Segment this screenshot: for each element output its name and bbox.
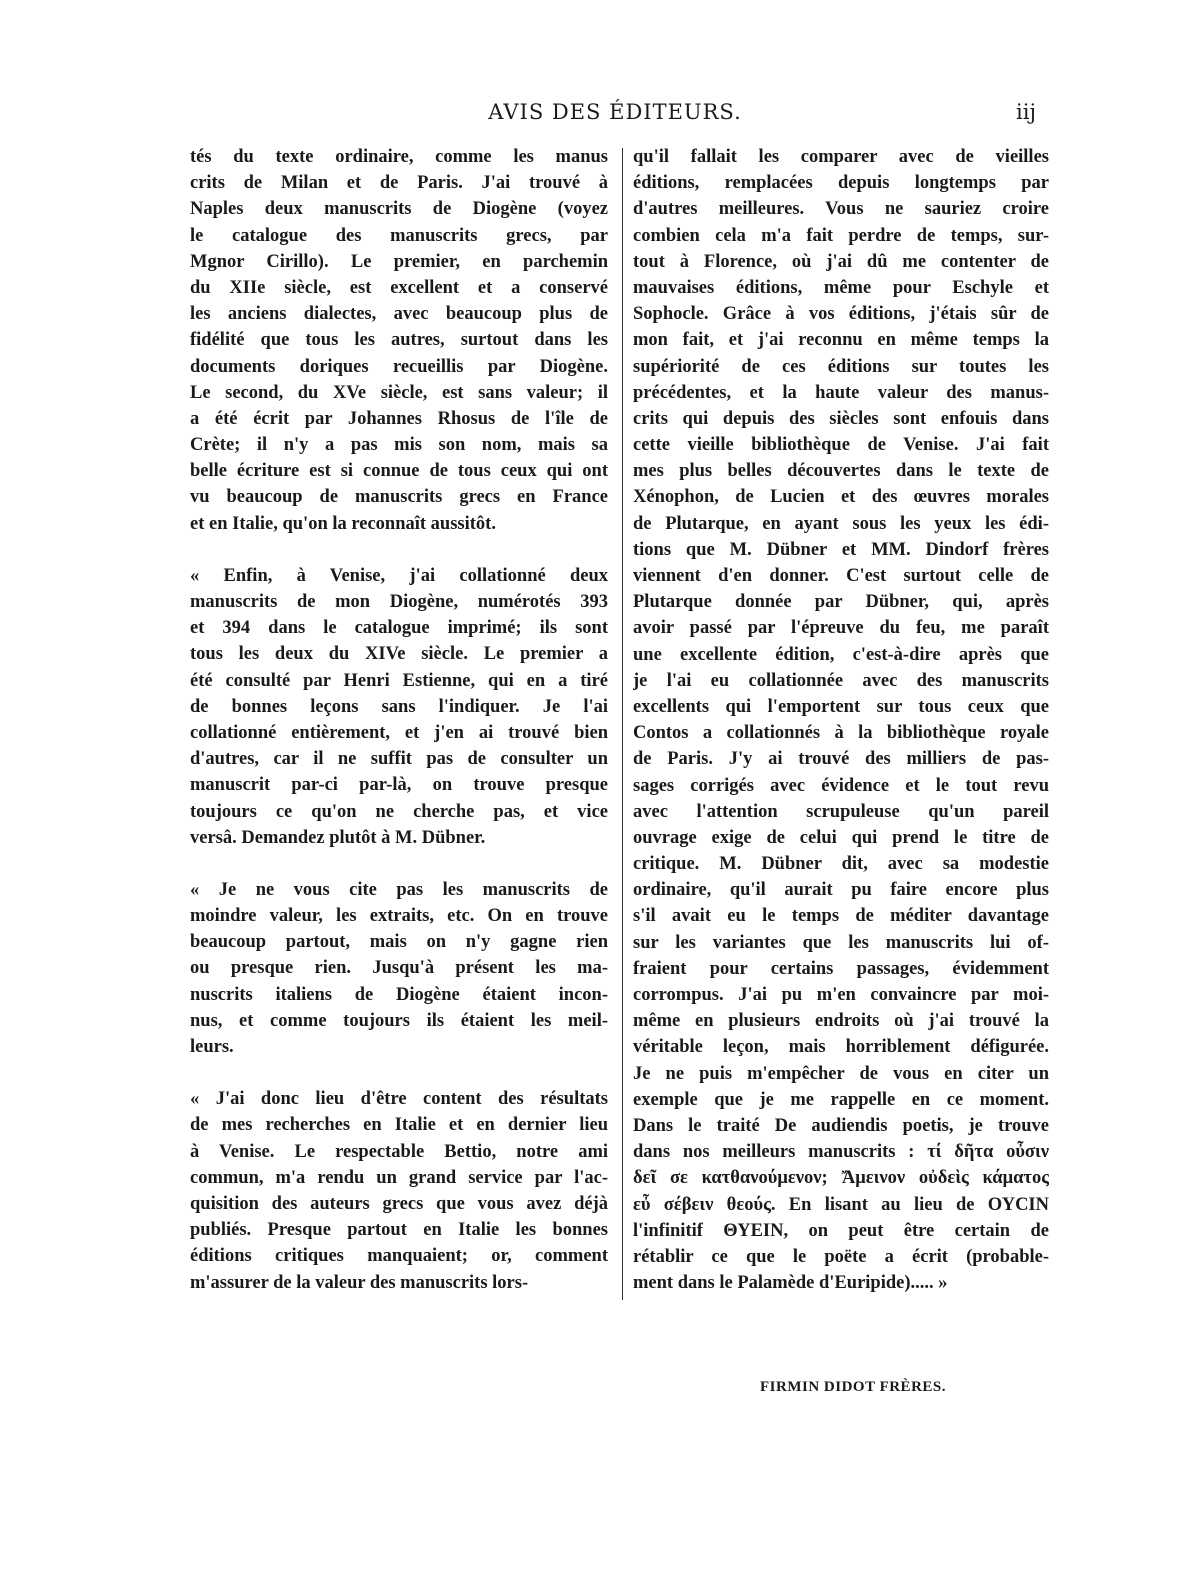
text-line: tions que M. Dübner et MM. Dindorf frères <box>633 539 1049 560</box>
text-line: Naples deux manuscrits de Diogène (voyez <box>190 199 608 220</box>
text-line: de Paris. J'y ai trouvé des milliers de pas- <box>633 749 1049 770</box>
right-column <box>633 144 1049 1296</box>
text-line: m'assurer de la valeur des manuscrits lors- <box>190 1272 529 1293</box>
text-line: avoir passé par l'épreuve du feu, me paraît <box>633 618 1049 639</box>
text-line: ment dans le Palamède d'Euripide)..... » <box>633 1273 948 1294</box>
text-line: précédentes, et la haute valeur des manus- <box>633 382 1049 403</box>
text-line: et 394 dans le catalogue imprimé; ils sont <box>190 618 608 639</box>
text-line: Sophocle. Grâce à vos éditions, j'étais sûr de <box>633 304 1049 325</box>
text-line: commun, m'a rendu un grand service par l'ac- <box>190 1167 608 1188</box>
text-line: εὖ σέβειν θεούς. En lisant au lieu de ΟΥCΙΝ <box>633 1194 1049 1215</box>
text-line: quisition des auteurs grecs que vous avez déjà <box>190 1193 608 1214</box>
text-line: « Enfin, à Venise, j'ai collationné deux <box>190 565 608 586</box>
text-line: les anciens dialectes, avec beaucoup plus de <box>190 304 608 325</box>
text-line: s'il avait eu le temps de méditer davantage <box>633 906 1049 927</box>
text-line: supériorité de ces éditions sur toutes les <box>633 356 1049 377</box>
text-line: même en plusieurs endroits où j'ai trouvé la <box>633 1011 1049 1032</box>
text-line: Dans le traité De audiendis poetis, je trouve <box>633 1115 1049 1136</box>
text-line: collationné entièrement, et j'en ai trouvé bien <box>190 722 608 743</box>
text-line: ou presque rien. Jusqu'à présent les ma- <box>190 958 608 979</box>
text-line: manuscrit par-ci par-là, on trouve presque <box>190 775 608 796</box>
text-line: Xénophon, de Lucien et des œuvres morales <box>633 487 1049 508</box>
text-line: versâ. Demandez plutôt à M. Dübner. <box>190 827 486 848</box>
text-line: vu beaucoup de manuscrits grecs en France <box>190 487 608 508</box>
text-line: je l'ai eu collationnée avec des manuscrits <box>633 670 1049 691</box>
text-line: a été écrit par Johannes Rhosus de l'île de <box>190 408 608 429</box>
left-column <box>190 144 608 1296</box>
text-line: du XIIe siècle, est excellent et a conservé <box>190 277 608 298</box>
text-line: « J'ai donc lieu d'être content des résultats <box>190 1089 608 1110</box>
paragraph <box>190 144 608 537</box>
text-line: dans nos meilleurs manuscrits : τί δῆτα οὖσιν <box>633 1142 1049 1163</box>
text-line: tous les deux du XIVe siècle. Le premier a <box>190 644 608 665</box>
text-line: publiés. Presque partout en Italie les bonnes <box>190 1220 608 1241</box>
text-line: fraient pour certains passages, évidemment <box>633 958 1049 979</box>
text-line: l'infinitif ΘΥΕΙΝ, on peut être certain de <box>633 1220 1049 1241</box>
text-line: cette vieille bibliothèque de Venise. J'ai fait <box>633 435 1049 456</box>
text-line: sages corrigés avec évidence et le tout revu <box>633 775 1049 796</box>
column-rule <box>622 148 623 1300</box>
text-line: Crète; il n'y a pas mis son nom, mais sa <box>190 435 608 456</box>
text-line: Je ne puis m'empêcher de vous en citer un <box>633 1063 1049 1084</box>
page-header <box>190 100 1040 130</box>
text-line: moindre valeur, les extraits, etc. On en trouve <box>190 906 608 927</box>
text-line: critique. M. Dübner dit, avec sa modestie <box>633 854 1049 875</box>
text-line: combien cela m'a fait perdre de temps, sur- <box>633 225 1049 246</box>
text-line: qu'il fallait les comparer avec de vieilles <box>633 147 1049 167</box>
text-line: rétablir ce que le poëte a écrit (probable- <box>633 1246 1049 1267</box>
text-line: tout à Florence, où j'ai dû me contenter de <box>633 251 1049 272</box>
text-line: de mes recherches en Italie et en dernier lieu <box>190 1115 608 1136</box>
text-line: avec l'attention scrupuleuse qu'un pareil <box>633 801 1049 822</box>
text-line: nus, et comme toujours ils étaient les meil- <box>190 1010 608 1031</box>
text-line: δεῖ σε κατθανούμενον; Ἄμεινον οὐδεὶς κάματος <box>633 1168 1049 1189</box>
text-line: leurs. <box>190 1037 234 1057</box>
text-line: corrompus. J'ai pu m'en convaincre par moi- <box>633 985 1049 1005</box>
text-line: Plutarque donnée par Dübner, qui, après <box>633 592 1049 613</box>
paragraph <box>190 1086 608 1296</box>
text-line: tés du texte ordinaire, comme les manus <box>190 147 608 167</box>
text-line: toujours ce qu'on ne cherche pas, et vice <box>190 801 608 822</box>
text-line: belle écriture est si connue de tous ceux qui ont <box>190 461 608 482</box>
text-line: de bonnes leçons sans l'indiquer. Je l'ai <box>190 696 608 717</box>
page-number: iij <box>1016 100 1036 124</box>
text-line: mes plus belles découvertes dans le texte de <box>633 461 1049 482</box>
text-line: mon fait, et j'ai reconnu en même temps la <box>633 330 1049 351</box>
text-line: exemple que je me rappelle en ce moment. <box>633 1089 1049 1110</box>
text-line: sur les variantes que les manuscrits lui of- <box>633 932 1049 953</box>
text-line: ouvrage exige de celui qui prend le titre de <box>633 827 1049 848</box>
text-line: excellents qui l'emportent sur tous ceux que <box>633 696 1049 717</box>
text-line: « Je ne vous cite pas les manuscrits de <box>190 879 608 900</box>
text-line: mauvaises éditions, même pour Eschyle et <box>633 277 1049 298</box>
text-line: Mgnor Cirillo). Le premier, en parchemin <box>190 251 608 272</box>
text-line: d'autres, car il ne suffit pas de consulter un <box>190 749 608 770</box>
text-line: documents doriques recueillis par Diogène. <box>190 356 608 377</box>
text-line: beaucoup partout, mais on n'y gagne rien <box>190 932 608 953</box>
text-line: véritable leçon, mais horriblement défigurée. <box>633 1037 1049 1058</box>
text-line: Contos a collationnés à la bibliothèque royale <box>633 723 1049 744</box>
signature: FIRMIN DIDOT FRÈRES. <box>760 1379 946 1395</box>
text-line: été consulté par Henri Estienne, qui en a tiré <box>190 670 608 691</box>
text-line: Le second, du XVe siècle, est sans valeur; il <box>190 382 608 403</box>
paragraph <box>190 877 608 1060</box>
text-line: et en Italie, qu'on la reconnaît aussitôt. <box>190 513 496 534</box>
text-line: nuscrits italiens de Diogène étaient incon- <box>190 984 608 1005</box>
text-line: crits qui depuis des siècles sont enfouis dans <box>633 408 1049 429</box>
running-title: AVIS DES ÉDITEURS. <box>488 100 742 124</box>
text-line: de Plutarque, en ayant sous les yeux les édi- <box>633 513 1049 534</box>
text-line: fidélité que tous les autres, surtout dans les <box>190 330 608 351</box>
text-line: une excellente édition, c'est-à-dire après que <box>633 644 1049 665</box>
text-line: d'autres meilleures. Vous ne sauriez croire <box>633 199 1049 220</box>
paragraph <box>633 144 1049 1296</box>
text-line: manuscrits de mon Diogène, numérotés 393 <box>190 592 608 612</box>
paragraph <box>190 563 608 851</box>
text-line: crits de Milan et de Paris. J'ai trouvé à <box>190 173 608 194</box>
text-line: à Venise. Le respectable Bettio, notre ami <box>190 1141 608 1162</box>
text-line: le catalogue des manuscrits grecs, par <box>190 225 608 246</box>
text-line: éditions, remplacées depuis longtemps par <box>633 173 1049 194</box>
text-line: éditions critiques manquaient; or, comment <box>190 1246 608 1267</box>
text-line: viennent d'en donner. C'est surtout celle de <box>633 566 1049 586</box>
text-line: ordinaire, qu'il aurait pu faire encore plus <box>633 880 1049 901</box>
